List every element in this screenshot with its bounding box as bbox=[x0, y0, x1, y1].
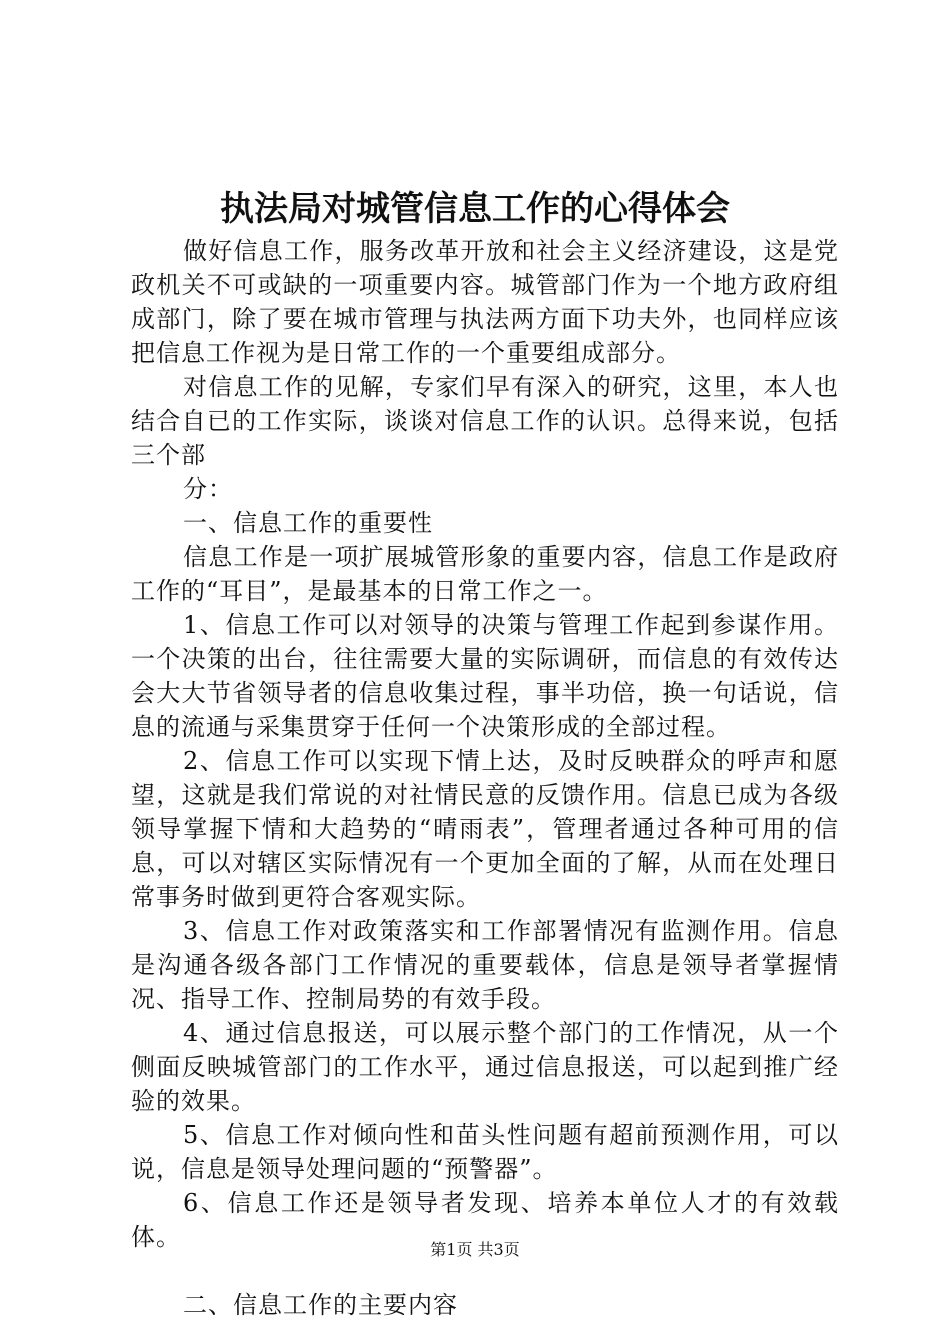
list-item-6: 6、信息工作还是领导者发现、培养本单位人才的有效载体。 bbox=[131, 1189, 839, 1251]
list-item-5: 5、信息工作对倾向性和苗头性问题有超前预测作用，可以说，信息是领导处理问题的“预警器”。 bbox=[131, 1121, 839, 1183]
paragraph-importance-intro: 信息工作是一项扩展城管形象的重要内容，信息工作是政府工作的“耳目”，是最基本的日常工作之一。 bbox=[131, 543, 839, 605]
page-number: 第1页 共3页 bbox=[430, 1240, 520, 1259]
paragraph-intro: 做好信息工作，服务改革开放和社会主义经济建设，这是党政机关不可或缺的一项重要内容。城管部门作为一个地方政府组成部门，除了要在城市管理与执法两方面下功夫外，也同样应该把信息工作视为是日常工作的一个重要组成部分。 bbox=[131, 237, 839, 367]
list-item-4: 4、通过信息报送，可以展示整个部门的工作情况，从一个侧面反映城管部门的工作水平，通过信息报送，可以起到推广经验的效果。 bbox=[131, 1019, 839, 1115]
list-item-2: 2、信息工作可以实现下情上达，及时反映群众的呼声和愿望，这就是我们常说的对社情民意的反馈作用。信息已成为各级领导掌握下情和大趋势的“晴雨表”，管理者通过各种可用的信息，可以对辖区实际情况有一个更加全面的了解，从而在处理日常事务时做到更符合客观实际。 bbox=[131, 747, 839, 911]
paragraph-overview: 对信息工作的见解，专家们早有深入的研究，这里，本人也结合自已的工作实际，谈谈对信息工作的认识。总得来说，包括三个部 bbox=[131, 373, 839, 469]
list-item-1: 1、信息工作可以对领导的决策与管理工作起到参谋作用。一个决策的出台，往往需要大量的实际调研，而信息的有效传达会大大节省领导者的信息收集过程，事半功倍，换一句话说，信息的流通与采集贯穿于任何一个决策形成的全部过程。 bbox=[131, 611, 839, 741]
paragraph-overview-cont: 分： bbox=[183, 475, 233, 503]
document-body bbox=[131, 234, 839, 1322]
list-item-3: 3、信息工作对政策落实和工作部署情况有监测作用。信息是沟通各级各部门工作情况的重要载体，信息是领导者掌握情况、指导工作、控制局势的有效手段。 bbox=[131, 917, 839, 1013]
section-heading-importance: 一、信息工作的重要性 bbox=[183, 509, 433, 537]
section-heading-content: 二、信息工作的主要内容 bbox=[183, 1291, 458, 1319]
document-title: 执法局对城管信息工作的心得体会 bbox=[220, 189, 730, 229]
